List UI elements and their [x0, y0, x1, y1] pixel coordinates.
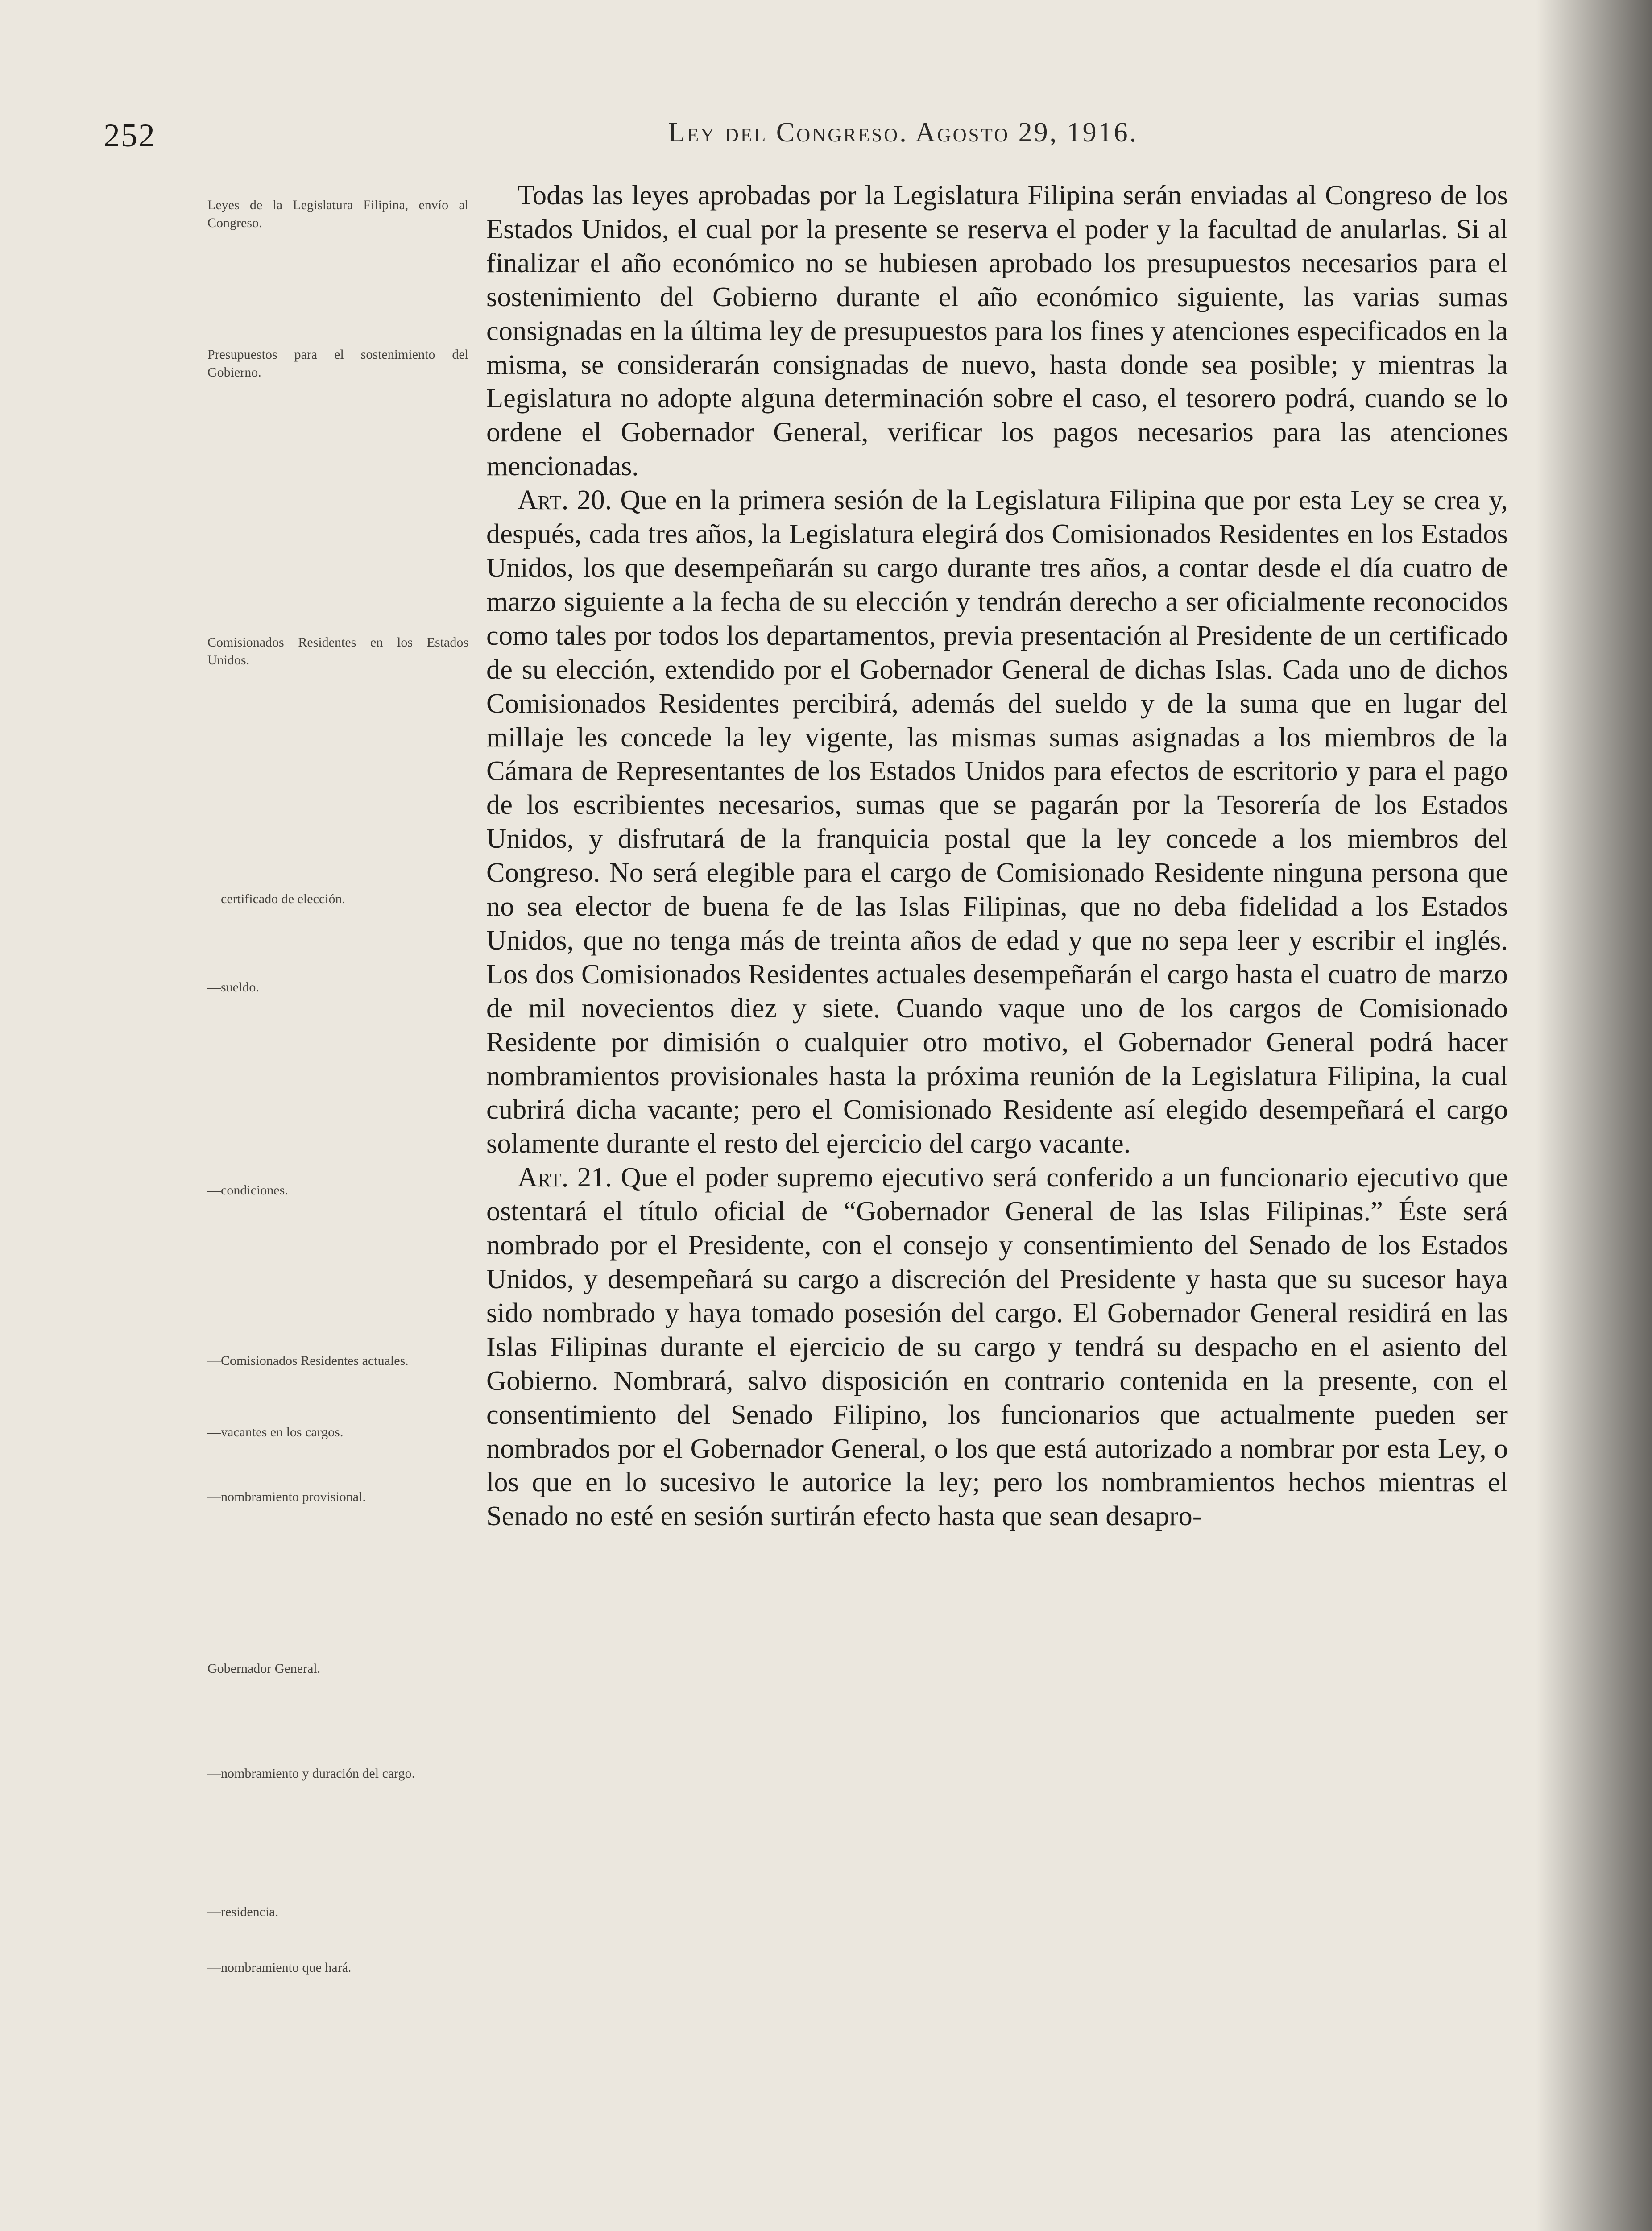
- margin-note-comisionados-actuales: —Comisionados Residentes actuales.: [207, 1353, 409, 1368]
- margin-note-comisionados-residentes: Comisionados Residentes en los Estados Unidos.: [207, 635, 468, 668]
- margin-note-presupuestos: Presupuestos para el sostenimiento del Gobierno.: [207, 347, 468, 380]
- margin-note-residencia: —residencia.: [207, 1904, 279, 1919]
- paragraph-art-21: [486, 1161, 1508, 1533]
- margin-note-nombramiento-que-hara: —nombramiento que hará.: [207, 1960, 352, 1975]
- art-20-text: Que en la primera sesión de la Legislatura Filipina que por esta Ley se crea y, después, cada tres años, la Legislatura elegirá dos Comisionados Residentes en los Estados Unidos, los que desempeñarán su cargo durante tres años, a contar desde el día cuatro de marzo siguiente a la fecha de su elección y tendrán derecho a ser oficialmente reconocidos como tales por todos los departamentos, previa presentación al Presidente de un certificado de su elección, extendido por el Gobernador General de dichas Islas. Cada uno de dichos Comisionados Residentes percibirá, además del sueldo y de la suma que en lugar del millaje les concede la ley vigente, las mismas sumas asignadas a los miembros de la Cámara de Representantes de los Estados Unidos para efectos de escritorio y para el pago de los escribientes necesarios, sumas que se pagarán por la Tesorería de los Estados Unidos, y disfrutará de la franquicia postal que la ley concede a los miembros del Congreso. No será elegible para el cargo de Comisionado Residente ninguna persona que no sea elector de buena fe de las Islas Filipinas, que no deba fidelidad a los Estados Unidos, que no tenga más de treinta años de edad y que no sepa leer y escribir el inglés. Los dos Comisionados Residentes actuales desempeñarán el cargo hasta el cuatro de marzo de mil novecientos diez y siete. Cuando vaque uno de los cargos de Comisionado Residente por dimisión o cualquier otro motivo, el Gobernador General podrá hacer nombramientos provisionales hasta la próxima reunión de la Legislatura Filipina, la cual cubrirá dicha vacante; pero el Comisionado Residente así elegido desempeñará el cargo solamente durante el resto del ejercicio del cargo vacante.: [486, 484, 1508, 1159]
- margin-note-sueldo: —sueldo.: [207, 980, 259, 995]
- running-head: Ley del Congreso. Agosto 29, 1916.: [668, 117, 1139, 148]
- margin-note-duracion-cargo: —nombramiento y duración del cargo.: [207, 1766, 415, 1781]
- margin-note-legislatura-envio: Leyes de la Legislatura Filipina, envío al Congreso.: [207, 198, 468, 230]
- art-21-label: Art. 21.: [518, 1161, 613, 1193]
- page-number: 252: [104, 117, 156, 154]
- art-21-text: Que el poder supremo ejecutivo será conferido a un funcionario ejecutivo que ostentará el título oficial de “Gobernador General de las Islas Filipinas.” Éste será nombrado por el Presidente, con el consejo y consentimiento del Senado de los Estados Unidos, y desempeñará su cargo a discreción del Presidente y hasta que su sucesor haya sido nombrado y haya tomado posesión del cargo. El Gobernador General residirá en las Islas Filipinas durante el ejercicio de su cargo y tendrá su despacho en el asiento del Gobierno. Nombrará, salvo disposición en contrario contenida en la presente, con el consentimiento del Senado Filipino, los funcionarios que actualmente pueden ser nombrados por el Gobernador General, o los que está autorizado a nombrar por esta Ley, o los que en lo sucesivo le autorice la ley; pero los nombramientos hechos mientras el Senado no esté en sesión surtirán efecto hasta que sean desapro-: [486, 1161, 1508, 1532]
- paragraph-leyes-presupuestos: Todas las leyes aprobadas por la Legislatura Filipina serán enviadas al Congreso de los Estados Unidos, el cual por la presente se reserva el poder y la facultad de anularlas. Si al finalizar el año económico no se hubiesen aprobado los presupuestos necesarios para el sostenimiento del Gobierno durante el año económico siguiente, las varias sumas consignadas en la última ley de presupuestos para los fines y atenciones especificados en la misma, se considerarán consignadas de nuevo, hasta donde sea posible; y mientras la Legislatura no adopte alguna determinación sobre el caso, el tesorero podrá, cuando se lo ordene el Gobernador General, verificar los pagos necesarios para las atenciones mencionadas.: [486, 179, 1508, 482]
- margin-note-vacantes: —vacantes en los cargos.: [207, 1425, 344, 1439]
- margin-note-nombramiento-provisional: —nombramiento provisional.: [207, 1489, 366, 1504]
- margin-note-gobernador-general: Gobernador General.: [207, 1661, 321, 1676]
- margin-note-certificado: —certificado de elección.: [207, 892, 345, 906]
- art-20-label: Art. 20.: [518, 484, 612, 516]
- paragraph-art-20: [486, 483, 1508, 1161]
- main-text: [486, 178, 1508, 1533]
- margin-note-condiciones: —condiciones.: [207, 1183, 288, 1198]
- scan-edge-shadow: [1536, 0, 1652, 2231]
